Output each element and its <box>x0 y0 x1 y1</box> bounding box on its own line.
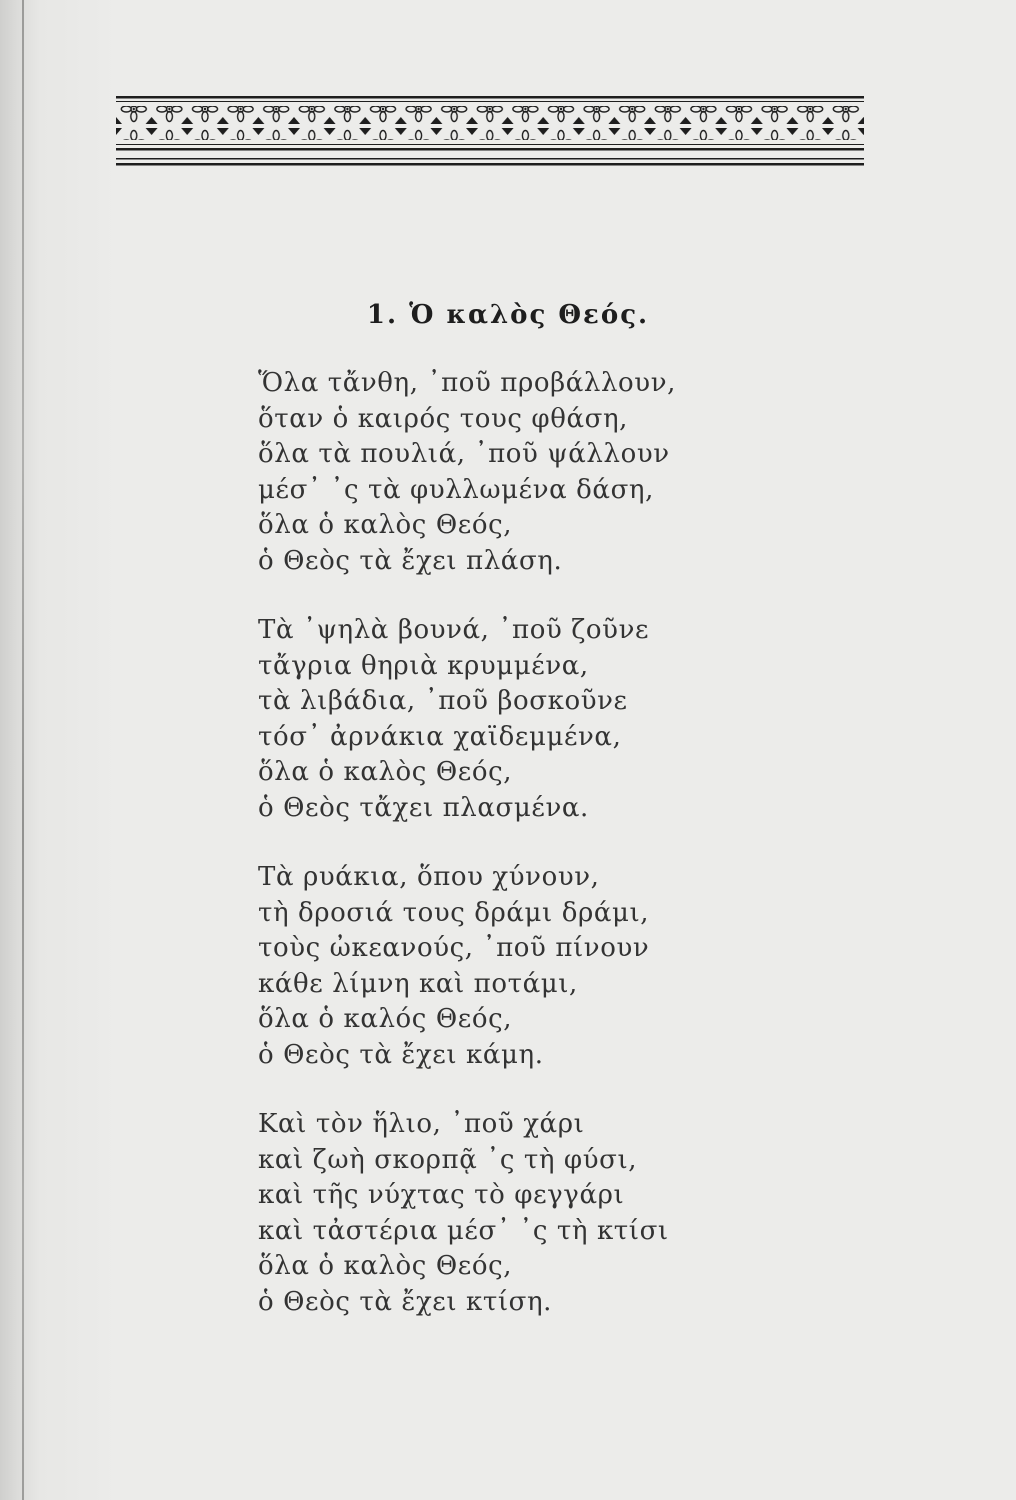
poem-line: ὁ Θεὸς τἄχει πλασμένα. <box>258 792 589 823</box>
poem-line: ὅλα ὁ καλὸς Θεός, <box>258 510 513 540</box>
stanza <box>258 1107 758 1320</box>
poem-line: ὁ Θεὸς τὰ ἔχει πλάση. <box>258 545 563 576</box>
poem-line: καὶ ζωὴ σκορπᾷ ᾿ς τὴ φύσι, <box>258 1144 638 1175</box>
poem-line: κάθε λίμνη καὶ ποτάμι, <box>258 968 578 999</box>
poem-body <box>258 366 758 1354</box>
poem-line: καὶ τῆς νύχτας τὸ φεγγάρι <box>258 1180 625 1210</box>
poem-line: Καὶ τὸν ἥλιο, ᾿ποῦ χάρι <box>258 1109 585 1139</box>
poem-line: Τὰ ρυάκια, ὅπου χύνουν, <box>258 862 600 892</box>
poem-line: Τὰ ᾿ψηλὰ βουνά, ᾿ποῦ ζοῦνε <box>258 615 650 645</box>
poem-line: τόσ᾿ ἀρνάκια χαϊδεμμένα, <box>258 721 622 752</box>
poem-line: ὁ Θεὸς τὰ ἔχει κάμη. <box>258 1039 544 1070</box>
stanza <box>258 366 758 579</box>
stanza <box>258 613 758 826</box>
poem-line: καὶ τἀστέρια μέσ᾿ ᾿ς τὴ κτίσι <box>258 1215 669 1246</box>
decorative-header-ornament <box>116 92 864 172</box>
poem-line: ὁ Θεὸς τὰ ἔχει κτίση. <box>258 1286 553 1317</box>
poem-line: ὅλα ὁ καλός Θεός, <box>258 1004 513 1034</box>
poem-line: τὰ λιβάδια, ᾿ποῦ βοσκοῦνε <box>258 686 628 716</box>
poem-line: Ὅλα τἄνθη, ᾿ποῦ προβάλλουν, <box>258 368 676 398</box>
page-binding-edge <box>22 0 24 1500</box>
poem-line: τἄγρια θηριὰ κρυμμένα, <box>258 650 589 681</box>
poem-line: ὅταν ὁ καιρός τους φθάση, <box>258 403 629 434</box>
poem-title: 1. Ὁ καλὸς Θεός. <box>366 300 650 330</box>
poem-line: μέσ᾿ ᾿ς τὰ φυλλωμένα δάση, <box>258 474 654 505</box>
poem-line: ὅλα ὁ καλὸς Θεός, <box>258 757 513 787</box>
stanza <box>258 860 758 1073</box>
poem-line: τοὺς ὠκεανούς, ᾿ποῦ πίνουν <box>258 933 650 963</box>
poem-line: τὴ δροσιά τους δράμι δράμι, <box>258 897 650 928</box>
poem-line: ὅλα τὰ πουλιά, ᾿ποῦ ψάλλουν <box>258 439 670 469</box>
poem-line: ὅλα ὁ καλὸς Θεός, <box>258 1251 513 1281</box>
